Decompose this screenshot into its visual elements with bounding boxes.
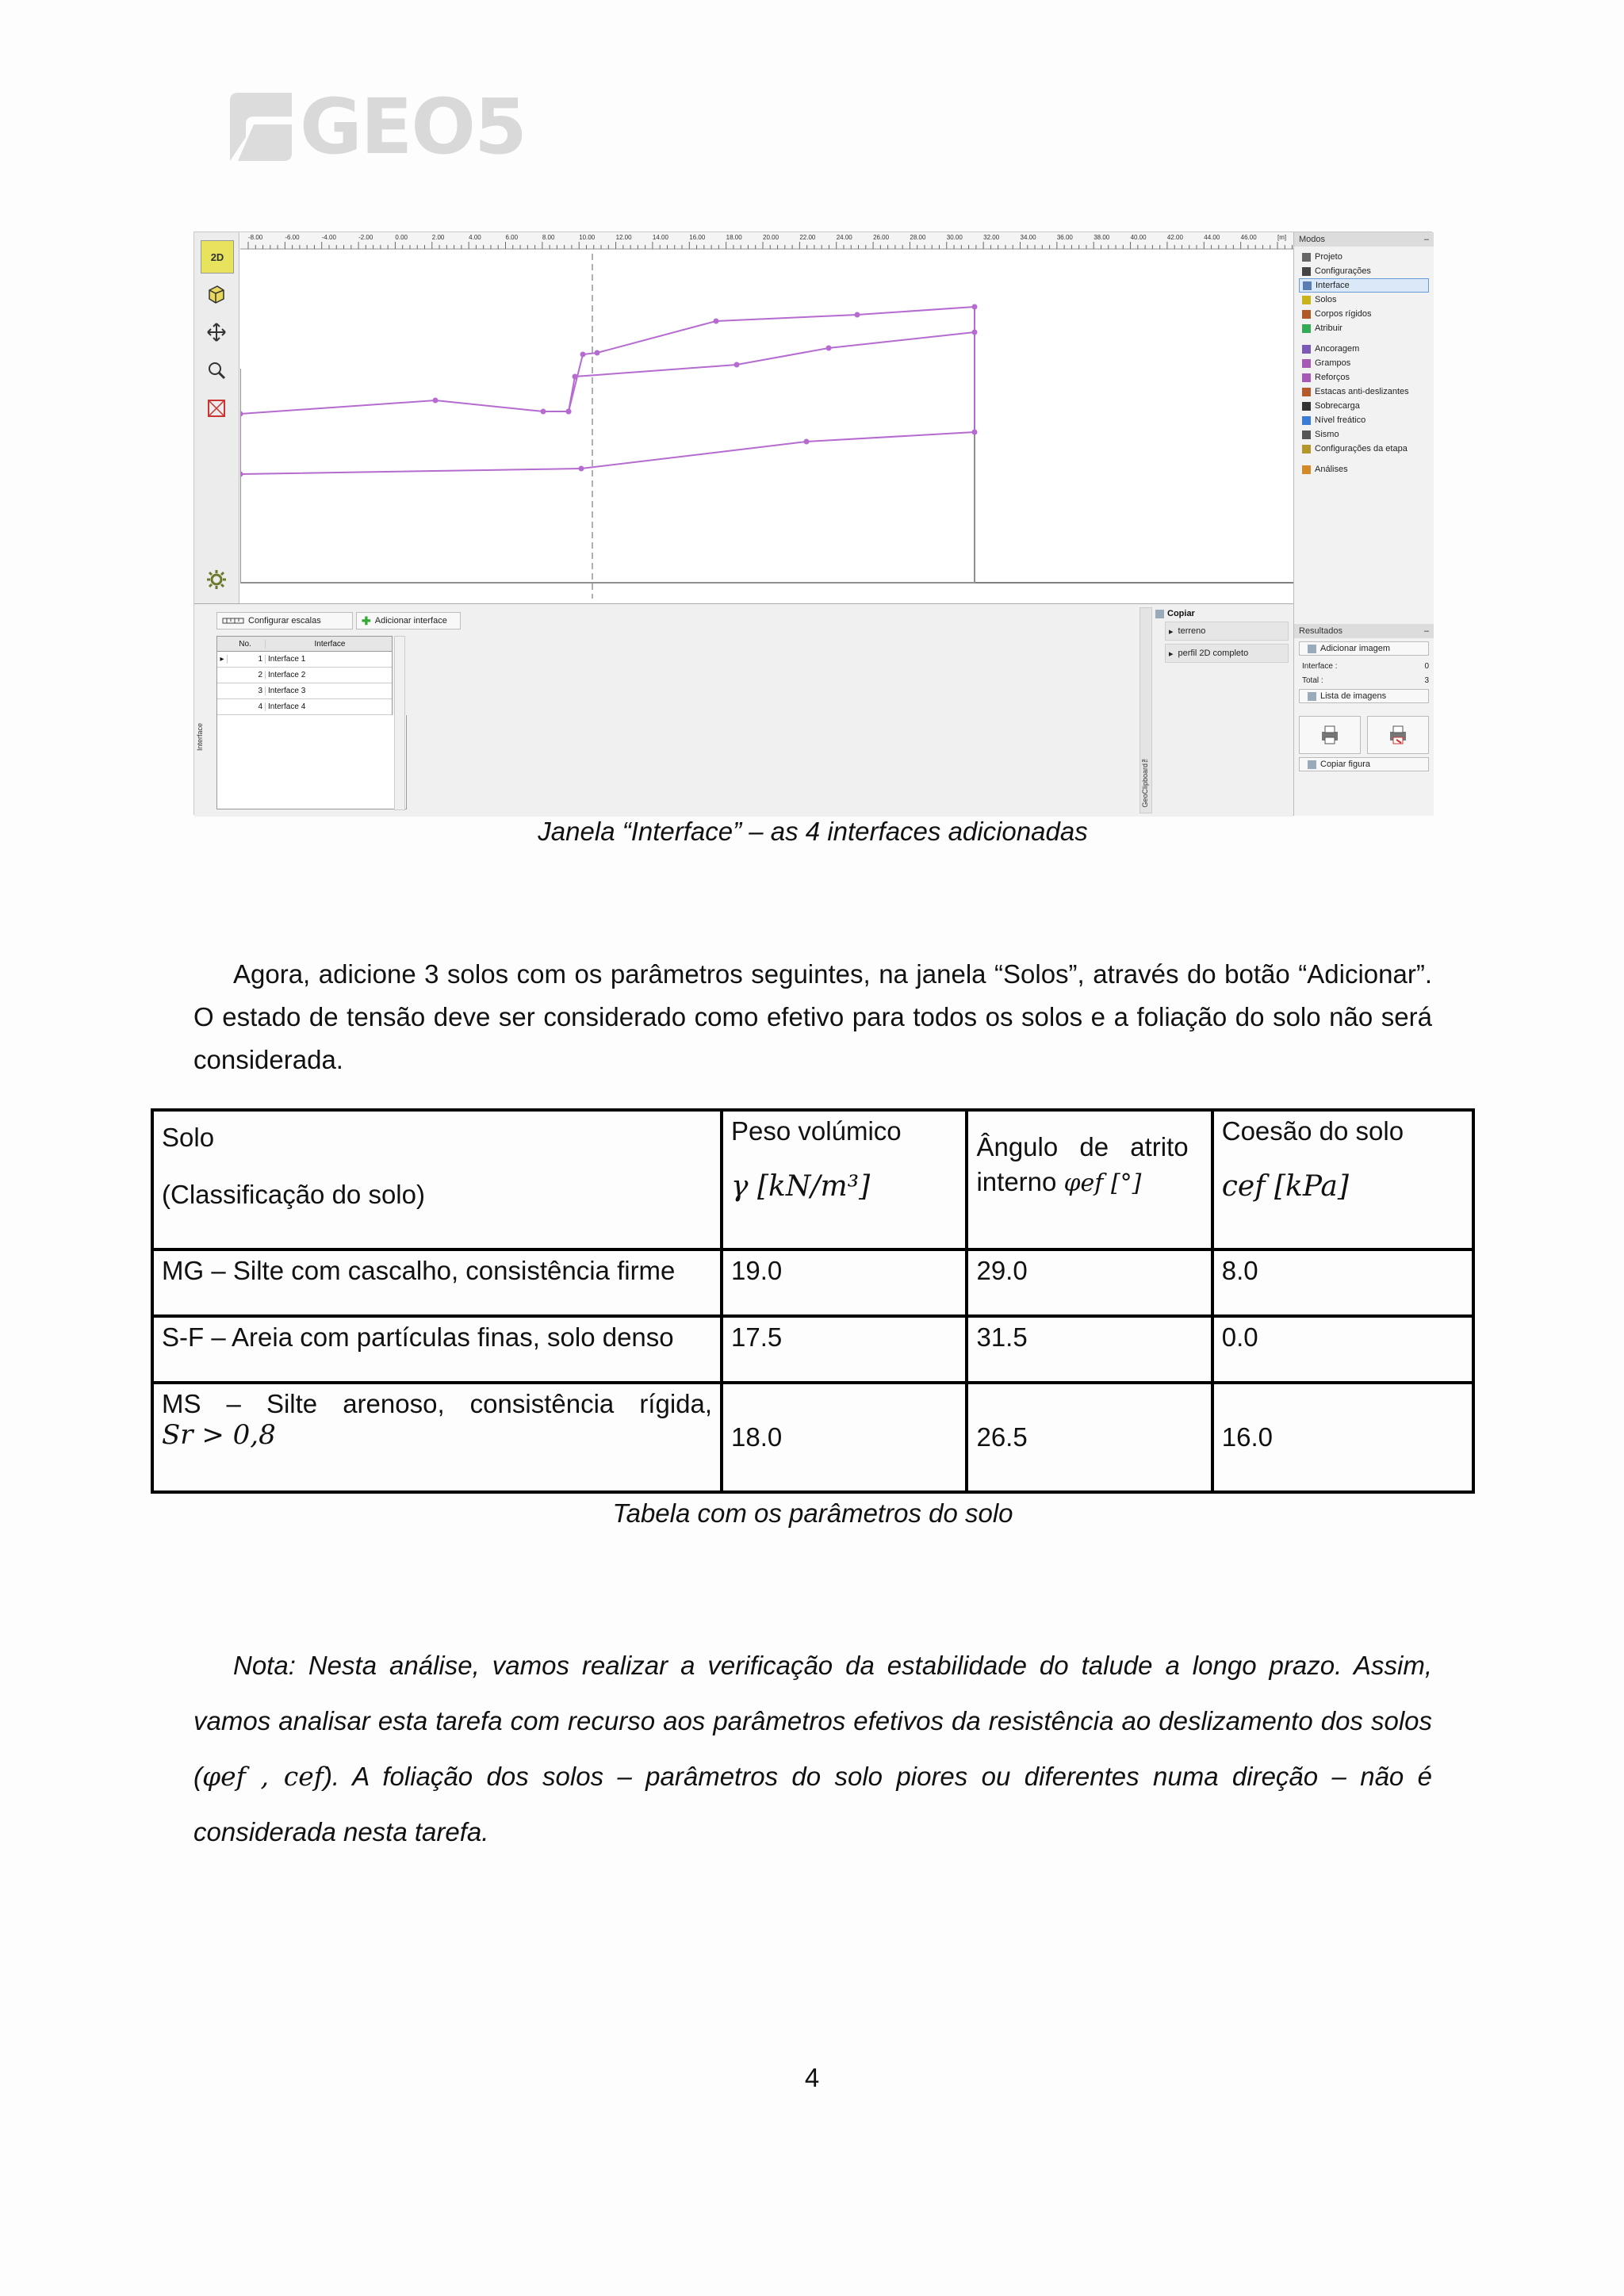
mode-item-label: Configurações bbox=[1315, 266, 1371, 276]
row-name: Interface 3 bbox=[268, 687, 306, 695]
mode-item[interactable] bbox=[1294, 356, 1434, 370]
modes-header-label: Modos bbox=[1299, 235, 1326, 244]
pan-button[interactable] bbox=[201, 316, 232, 348]
ruler-label: 24.00 bbox=[836, 234, 852, 241]
ruler-label: 44.00 bbox=[1204, 234, 1220, 241]
water-table-icon bbox=[1302, 416, 1311, 425]
header-peso bbox=[722, 1110, 967, 1249]
copy-item-terrain[interactable] bbox=[1165, 622, 1289, 641]
results-panel bbox=[1294, 624, 1434, 775]
note-text-2: ). A foliação dos solos – parâmetros do solo piores ou diferentes numa direção – não é considerada nesta tarefa. bbox=[193, 1762, 1432, 1846]
header-coesao-label: Coesão do solo bbox=[1221, 1116, 1404, 1146]
ruler-label: 36.00 bbox=[1056, 234, 1073, 241]
mode-item-label: Grampos bbox=[1315, 358, 1351, 368]
copy-figure-label: Copiar figura bbox=[1320, 760, 1370, 769]
cell-solo: MG – Silte com cascalho, consistência firme bbox=[152, 1249, 722, 1316]
ruler-label: 14.00 bbox=[652, 234, 668, 241]
table-row bbox=[152, 1383, 1473, 1492]
left-toolbar bbox=[194, 232, 239, 603]
results-total-row bbox=[1294, 673, 1434, 687]
figure-caption: Janela “Interface” – as 4 interfaces adicionadas bbox=[538, 817, 1088, 846]
configure-scales-button[interactable] bbox=[216, 612, 353, 629]
collapse-icon[interactable]: – bbox=[1423, 235, 1429, 244]
ruler-label: -4.00 bbox=[321, 234, 336, 241]
cell-angulo: 26.5 bbox=[967, 1383, 1212, 1492]
geo5-logo bbox=[230, 82, 526, 171]
list-icon bbox=[1308, 692, 1316, 701]
mode-item-label: Análises bbox=[1315, 465, 1348, 474]
ruler-label: 12.00 bbox=[615, 234, 632, 241]
mode-item[interactable] bbox=[1299, 278, 1429, 293]
interface-point bbox=[566, 409, 572, 415]
interface-point bbox=[573, 374, 578, 380]
interface-point bbox=[595, 350, 600, 356]
mode-item[interactable] bbox=[1294, 250, 1434, 264]
mode-item[interactable] bbox=[1294, 399, 1434, 413]
results-header bbox=[1294, 624, 1434, 638]
drawing-canvas[interactable] bbox=[240, 250, 1293, 603]
cell-peso: 19.0 bbox=[722, 1249, 967, 1316]
bottom-panel bbox=[194, 603, 1293, 817]
table-row[interactable] bbox=[217, 699, 392, 715]
results-interface-label: Interface : bbox=[1302, 661, 1338, 671]
header-coesao bbox=[1212, 1110, 1473, 1249]
mode-item[interactable] bbox=[1294, 427, 1434, 442]
geo5-logo-mark bbox=[230, 93, 292, 161]
header-peso-label: Peso volúmico bbox=[731, 1116, 902, 1146]
view-2d-label: 2D bbox=[210, 251, 224, 263]
cell-angulo: 31.5 bbox=[967, 1316, 1212, 1383]
surcharge-icon bbox=[1302, 402, 1311, 411]
image-list-button[interactable] bbox=[1299, 689, 1429, 703]
table-row[interactable] bbox=[217, 652, 392, 668]
ruler-label: 40.00 bbox=[1130, 234, 1147, 241]
configure-scales-label: Configurar escalas bbox=[248, 616, 321, 626]
header-coesao-unit: cef [kPa] bbox=[1221, 1170, 1349, 1203]
earthquake-icon bbox=[1302, 430, 1311, 439]
table-header-row bbox=[152, 1110, 1473, 1249]
view-2d-button[interactable] bbox=[201, 240, 234, 274]
mode-item[interactable] bbox=[1294, 293, 1434, 307]
interface-table-body-area bbox=[216, 715, 407, 809]
project-icon bbox=[1302, 253, 1311, 262]
gear-icon bbox=[205, 568, 228, 591]
header-solo-label: Solo bbox=[162, 1123, 215, 1152]
ruler-label: 20.00 bbox=[763, 234, 779, 241]
results-header-label: Resultados bbox=[1299, 626, 1343, 636]
ruler-label: 4.00 bbox=[469, 234, 481, 241]
mode-item[interactable] bbox=[1294, 264, 1434, 278]
zoom-button[interactable] bbox=[201, 354, 232, 386]
mode-item[interactable] bbox=[1294, 321, 1434, 335]
table-scrollbar[interactable] bbox=[394, 636, 405, 810]
copy-header bbox=[1152, 609, 1289, 618]
ruler-label: -8.00 bbox=[248, 234, 263, 241]
mode-item-label: Projeto bbox=[1315, 252, 1342, 262]
note-math: φef , cef bbox=[202, 1761, 324, 1792]
settings-icon bbox=[1302, 267, 1311, 276]
cell-solo-text: MS – Silte arenoso, consistência rígida, bbox=[162, 1389, 713, 1418]
ruler-label: [m] bbox=[1277, 234, 1287, 241]
interface-point bbox=[579, 466, 584, 472]
cell-peso: 17.5 bbox=[722, 1316, 967, 1383]
soil-parameters-table bbox=[151, 1108, 1475, 1494]
stage-settings-icon bbox=[1302, 445, 1311, 453]
plus-icon: ✚ bbox=[362, 614, 371, 627]
magnifier-icon bbox=[206, 360, 227, 381]
settings-gear-button[interactable] bbox=[201, 564, 232, 595]
row-no: 3 bbox=[228, 687, 266, 695]
mode-item-label: Ancoragem bbox=[1315, 344, 1360, 354]
ruler-label: 42.00 bbox=[1166, 234, 1183, 241]
mode-item-label: Nível freático bbox=[1315, 415, 1366, 425]
interface-vertical-tab[interactable]: Interface bbox=[196, 723, 204, 752]
col-interface-header: Interface bbox=[314, 639, 346, 649]
modes-header bbox=[1294, 232, 1434, 247]
header-angulo-line bbox=[976, 1132, 1202, 1162]
copy-icon bbox=[1155, 610, 1164, 618]
mode-item-label: Reforços bbox=[1315, 373, 1350, 382]
mode-item-label: Corpos rígidos bbox=[1315, 309, 1372, 319]
mode-item[interactable] bbox=[1294, 307, 1434, 321]
row-indicator: ▸ bbox=[217, 655, 228, 664]
ruler-label: 34.00 bbox=[1020, 234, 1036, 241]
row-name: Interface 2 bbox=[268, 671, 306, 679]
results-total-label: Total : bbox=[1302, 675, 1323, 685]
results-interface-value: 0 bbox=[1424, 661, 1429, 671]
print-button[interactable] bbox=[1299, 716, 1361, 754]
ruler-label: 26.00 bbox=[873, 234, 890, 241]
cell-coesao: 8.0 bbox=[1212, 1249, 1473, 1316]
copy-item-label: perfil 2D completo bbox=[1178, 649, 1249, 658]
image-list-label: Lista de imagens bbox=[1320, 691, 1387, 701]
copy-item-label: terreno bbox=[1178, 626, 1206, 636]
row-no: 2 bbox=[228, 671, 266, 679]
note-paragraph bbox=[193, 1638, 1432, 1860]
header-angulo-label2: interno bbox=[976, 1167, 1057, 1196]
mode-item[interactable] bbox=[1294, 413, 1434, 427]
triangle-right-icon: ▸ bbox=[1169, 649, 1174, 659]
geoclipboard-tab[interactable] bbox=[1139, 607, 1152, 813]
ruler-label: 38.00 bbox=[1094, 234, 1110, 241]
reinforcement-icon bbox=[1302, 373, 1311, 382]
ruler-label: 30.00 bbox=[946, 234, 963, 241]
row-no: 4 bbox=[228, 702, 266, 711]
add-image-button[interactable] bbox=[1299, 641, 1429, 656]
results-total-value: 3 bbox=[1424, 675, 1429, 685]
ruler-label: 28.00 bbox=[910, 234, 926, 241]
instruction-paragraph: Agora, adicione 3 solos com os parâmetros seguintes, na janela “Solos”, através do botão “Adicionar”. O estado de tensão deve ser considerado como efetivo para todos os solos e a foliação do solo não será considerada. bbox=[193, 959, 1432, 1074]
copy-figure-button[interactable] bbox=[1299, 757, 1429, 771]
interface-table bbox=[216, 636, 393, 716]
view-3d-button[interactable] bbox=[201, 278, 232, 310]
mode-item-label: Interface bbox=[1316, 281, 1350, 290]
interface-point bbox=[804, 439, 810, 445]
ruler-label: 18.00 bbox=[726, 234, 742, 241]
cell-coesao: 0.0 bbox=[1212, 1316, 1473, 1383]
copy-panel bbox=[1152, 609, 1289, 810]
printer-export-icon bbox=[1386, 723, 1410, 747]
col-no-header: No. bbox=[228, 640, 266, 649]
interface-icon bbox=[1303, 281, 1312, 290]
interface-point bbox=[734, 362, 740, 368]
page-number: 4 bbox=[804, 2063, 820, 2092]
ruler-label: -2.00 bbox=[358, 234, 373, 241]
image-icon bbox=[1308, 645, 1316, 653]
row-no: 1 bbox=[228, 655, 266, 664]
ruler-label: 0.00 bbox=[395, 234, 408, 241]
interface-table-header bbox=[217, 637, 392, 652]
rigid-bodies-icon bbox=[1302, 310, 1311, 319]
assign-icon bbox=[1302, 324, 1311, 333]
add-interface-label: Adicionar interface bbox=[374, 616, 447, 626]
cell-solo: S-F – Areia com partículas finas, solo denso bbox=[152, 1316, 722, 1383]
modes-panel bbox=[1293, 232, 1434, 816]
ruler-label: 2.00 bbox=[431, 234, 445, 241]
ruler-label: 32.00 bbox=[983, 234, 1000, 241]
table-row[interactable] bbox=[217, 668, 392, 683]
mode-item[interactable] bbox=[1294, 370, 1434, 385]
mode-item-label: Sobrecarga bbox=[1315, 401, 1360, 411]
ruler-labels bbox=[240, 232, 1293, 250]
zoom-extents-icon bbox=[206, 398, 227, 419]
row-name: Interface 4 bbox=[268, 702, 306, 711]
ruler-label: 16.00 bbox=[689, 234, 706, 241]
soils-icon bbox=[1302, 296, 1311, 304]
modes-list bbox=[1294, 247, 1434, 476]
add-image-label: Adicionar imagem bbox=[1320, 644, 1391, 653]
mode-item[interactable] bbox=[1294, 342, 1434, 356]
mode-item-label: Atribuir bbox=[1315, 323, 1342, 333]
cell-coesao: 16.0 bbox=[1212, 1383, 1473, 1492]
print-export-button[interactable] bbox=[1367, 716, 1429, 754]
geoclipboard-label: GeoClipboard™ bbox=[1141, 756, 1149, 808]
copy-icon bbox=[1308, 760, 1316, 769]
nails-icon bbox=[1302, 359, 1311, 368]
interface-point bbox=[541, 409, 546, 415]
anchor-icon bbox=[1302, 345, 1311, 354]
mode-item[interactable] bbox=[1294, 462, 1434, 476]
ruler-label: -6.00 bbox=[285, 234, 300, 241]
analysis-icon bbox=[1302, 465, 1311, 474]
copy-header-label: Copiar bbox=[1167, 609, 1195, 618]
cell-peso: 18.0 bbox=[722, 1383, 967, 1492]
cell-solo-math: Sr > 0,8 bbox=[162, 1419, 276, 1451]
ruler-label: 6.00 bbox=[505, 234, 519, 241]
table-row bbox=[152, 1316, 1473, 1383]
copy-item-full-profile[interactable] bbox=[1165, 644, 1289, 663]
printer-icon bbox=[1318, 723, 1342, 747]
row-name: Interface 1 bbox=[268, 655, 306, 664]
header-angulo-unit: φef [°] bbox=[1063, 1169, 1142, 1197]
mode-item[interactable] bbox=[1294, 442, 1434, 456]
mode-item-label: Sismo bbox=[1315, 430, 1339, 439]
header-peso-unit: γ [kN/m³] bbox=[731, 1170, 871, 1203]
note-text-1: Nota: Nesta análise, vamos realizar a verificação da estabilidade do talude a longo prazo. Assim, vamos analisar esta tarefa com recurso aos parâmetros efetivos da resistência ao deslizamento dos solos ( bbox=[193, 1651, 1432, 1791]
ruler-label: 22.00 bbox=[799, 234, 816, 241]
interface-point bbox=[855, 312, 860, 318]
geo5-interface-screenshot bbox=[193, 232, 1432, 815]
zoom-extents-button[interactable] bbox=[201, 392, 232, 424]
collapse-icon[interactable]: – bbox=[1423, 626, 1429, 636]
piles-icon bbox=[1302, 388, 1311, 396]
header-angulo-label: Ângulo de atrito bbox=[976, 1132, 1189, 1161]
interface-point bbox=[826, 346, 832, 351]
scales-icon bbox=[222, 616, 244, 626]
geo5-logo-text: GEO5 bbox=[300, 82, 526, 171]
triangle-right-icon: ▸ bbox=[1169, 626, 1174, 637]
cell-angulo: 29.0 bbox=[967, 1249, 1212, 1316]
move-arrows-icon bbox=[206, 322, 227, 342]
mode-item-label: Estacas anti-deslizantes bbox=[1315, 387, 1409, 396]
add-interface-button[interactable] bbox=[356, 612, 461, 629]
results-interface-row bbox=[1294, 659, 1434, 673]
interface-point bbox=[714, 319, 719, 324]
header-solo bbox=[152, 1110, 722, 1249]
mode-item-label: Solos bbox=[1315, 295, 1337, 304]
interface-point bbox=[580, 352, 586, 358]
mode-item-label: Configurações da etapa bbox=[1315, 444, 1408, 453]
ruler-label: 10.00 bbox=[579, 234, 596, 241]
table-row bbox=[152, 1249, 1473, 1316]
interface-point bbox=[433, 398, 439, 404]
cube-3d-icon bbox=[206, 284, 227, 304]
header-solo-sub: (Classificação do solo) bbox=[162, 1180, 425, 1209]
ruler-label: 8.00 bbox=[542, 234, 555, 241]
mode-item[interactable] bbox=[1294, 385, 1434, 399]
table-row[interactable] bbox=[217, 683, 392, 699]
table-caption: Tabela com os parâmetros do solo bbox=[612, 1498, 1013, 1528]
header-angulo bbox=[967, 1110, 1212, 1249]
cell-solo bbox=[152, 1383, 722, 1492]
ruler-label: 46.00 bbox=[1240, 234, 1257, 241]
